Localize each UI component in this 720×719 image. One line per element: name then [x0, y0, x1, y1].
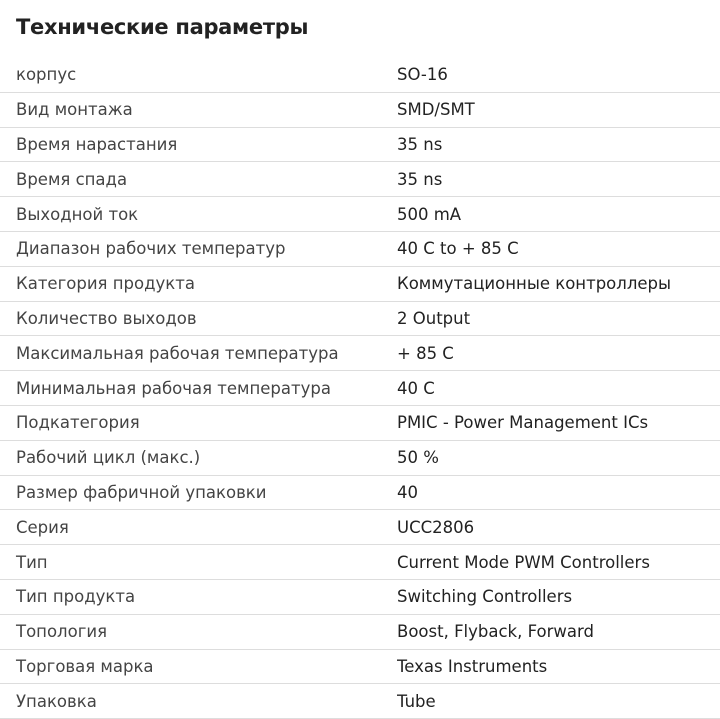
spec-key: Размер фабричной упаковки [16, 482, 267, 502]
spec-key: Серия [16, 517, 69, 537]
spec-value: 35 ns [397, 169, 443, 189]
spec-row [0, 232, 720, 267]
spec-value: + 85 C [397, 343, 454, 363]
spec-row [0, 650, 720, 685]
spec-row [0, 302, 720, 337]
spec-key: Тип [16, 552, 48, 572]
spec-value: Texas Instruments [397, 656, 548, 676]
spec-row [0, 371, 720, 406]
spec-value: 40 C to + 85 C [397, 239, 519, 259]
spec-row [0, 615, 720, 650]
spec-row [0, 58, 720, 93]
spec-key: Рабочий цикл (макс.) [16, 448, 201, 468]
spec-value: Switching Controllers [397, 587, 573, 607]
spec-key: Количество выходов [16, 308, 197, 328]
spec-value: PMIC - Power Management ICs [397, 413, 649, 433]
spec-key: Вид монтажа [16, 100, 133, 120]
spec-key: корпус [16, 65, 77, 85]
spec-row [0, 128, 720, 163]
spec-row [0, 510, 720, 545]
spec-value: SMD/SMT [397, 100, 475, 120]
spec-row [0, 267, 720, 302]
spec-value: 40 [397, 482, 418, 502]
spec-value: 500 mA [397, 204, 462, 224]
spec-key: Максимальная рабочая температура [16, 343, 339, 363]
spec-key: Выходной ток [16, 204, 139, 224]
spec-value: 40 C [397, 378, 435, 398]
spec-row [0, 580, 720, 615]
spec-key: Время нарастания [16, 134, 178, 154]
spec-value: 2 Output [397, 308, 471, 328]
spec-row [0, 162, 720, 197]
spec-row [0, 684, 720, 719]
spec-key: Упаковка [16, 691, 97, 711]
spec-value: 50 % [397, 448, 439, 468]
spec-row [0, 406, 720, 441]
spec-key: Время спада [16, 169, 128, 189]
spec-key: Торговая марка [16, 656, 154, 676]
section-title: Технические параметры [16, 15, 309, 39]
spec-row [0, 197, 720, 232]
spec-key: Тип продукта [16, 587, 136, 607]
spec-row [0, 476, 720, 511]
spec-row [0, 336, 720, 371]
spec-value: SO-16 [397, 65, 448, 85]
spec-key: Подкатегория [16, 413, 140, 433]
spec-row [0, 441, 720, 476]
spec-key: Минимальная рабочая температура [16, 378, 331, 398]
spec-key: Категория продукта [16, 274, 195, 294]
spec-row [0, 545, 720, 580]
spec-value: Current Mode PWM Controllers [397, 552, 650, 572]
spec-key: Диапазон рабочих температур [16, 239, 286, 259]
spec-value: Boost, Flyback, Forward [397, 622, 594, 642]
spec-value: 35 ns [397, 134, 443, 154]
spec-value: Коммутационные контроллеры [397, 274, 672, 294]
spec-table [0, 58, 720, 719]
spec-key: Топология [16, 622, 108, 642]
spec-value: UCC2806 [397, 517, 475, 537]
spec-row [0, 93, 720, 128]
spec-value: Tube [397, 691, 436, 711]
